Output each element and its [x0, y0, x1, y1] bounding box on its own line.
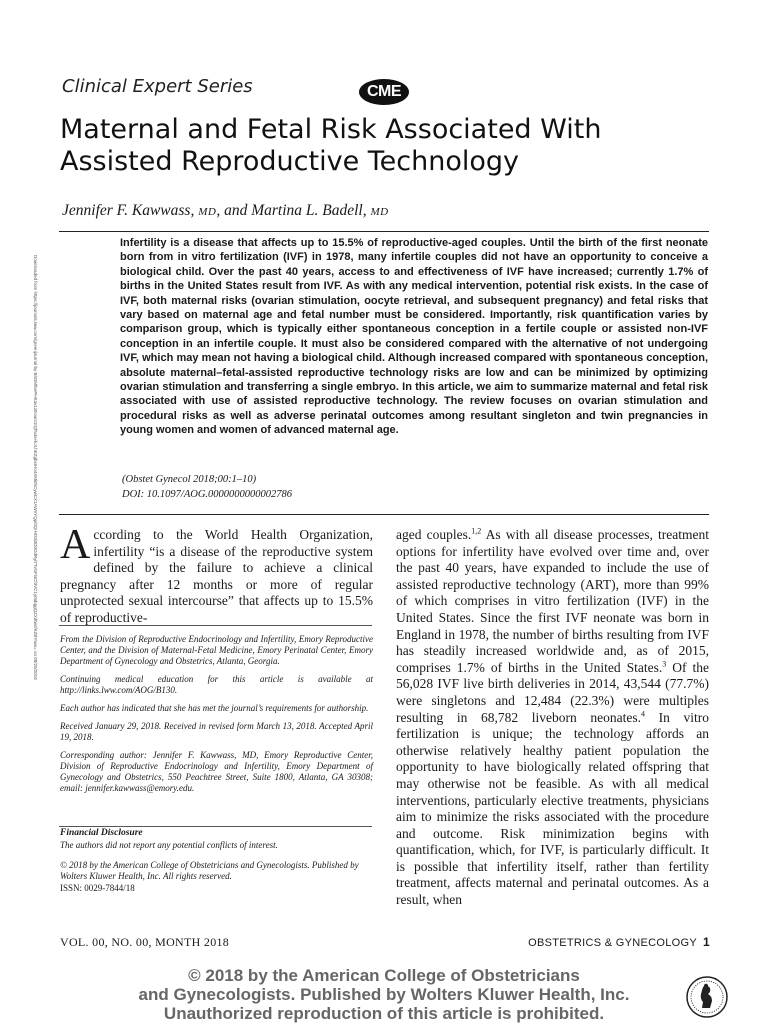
title-line-1: Maternal and Fetal Risk Associated With [60, 114, 602, 145]
footnote-rule [59, 625, 372, 626]
page-number: 1 [703, 935, 710, 949]
top-rule [59, 231, 709, 232]
financial-rule [59, 826, 372, 827]
ref-sup-3: 4 [640, 709, 645, 719]
journal-name: OBSTETRICS & GYNECOLOGY [528, 937, 698, 949]
financial-disclosure-text: The authors did not report any potential conflicts of interest. [60, 840, 278, 850]
issn: ISSN: 0029-7844/18 [60, 883, 135, 893]
footnotes [60, 634, 373, 801]
journal-footer [500, 935, 710, 949]
download-notice: Downloaded from https://journals.lww.com/greenjournal by BhDMf5ePHKav1zEoum1tQfN4a+kJLhEZgbsIHo4XMi0hCywCX1AWnYQp/IlQrHD3i3D0OdRyi7TvSFl4Cf3VC1y0abggQZXdtwnfKZBYtws= on 08/29/2018 [33, 255, 38, 680]
citation: (Obstet Gynecol 2018;00:1–10) [122, 474, 257, 485]
author-2-degree: MD [370, 206, 389, 218]
copyright-note: © 2018 by the American College of Obstetricians and Gynecologists. Published by Wolters Kluwer Health, Inc. All rights reserved. [60, 860, 359, 881]
banner-line-1: © 2018 by the American College of Obstetricians [188, 966, 580, 985]
drop-cap: A [60, 522, 91, 568]
body-right-column [396, 527, 709, 909]
author-line [62, 202, 389, 220]
affiliation-note: From the Division of Reproductive Endocrinology and Infertility, Emory Reproductive Center, and the Division of Maternal-Fetal Medicine, Emory Perinatal Center, Emory Department of Gynecology and Obstetrics, Atlanta, Georgia. [60, 634, 373, 666]
copyright-banner [40, 966, 728, 1023]
body-paragraph-1: ccording to the World Health Organization, infertility “is a disease of the reproductive system defined by the failure to achieve a clinical pregnancy after 12 months or more of regular unprotected sexual intercourse” that affects up to 15.5% of reproductive- [60, 527, 373, 625]
dates-note: Received January 29, 2018. Received in revised form March 13, 2018. Accepted April 19, 2018. [60, 721, 373, 742]
title-line-2: Assisted Reproductive Technology [60, 146, 520, 177]
cme-badge: CME [359, 79, 409, 105]
financial-disclosure-title: Financial Disclosure [60, 828, 143, 838]
authorship-note: Each author has indicated that she has met the journal’s requirements for authorship. [60, 703, 369, 713]
body-text-2: As with all disease processes, treatment options for infertility have evolved over time and, over the past 40 years, have expanded to include the use of assisted reproductive technology (ART), more than 99% of which comprises in vitro fertilization (IVF) in the United States. Since the first IVF neonate was born in England in 1978, the number of births resulting from IVF has steadily increased worldwide and, as of 2015, comprises 1.7% of births in the United States. [396, 527, 709, 675]
banner-line-3: Unauthorized reproduction of this article is prohibited. [163, 1004, 605, 1023]
download-sidebar [28, 255, 40, 815]
citation-block [122, 472, 292, 502]
body-left-column [60, 522, 373, 627]
body-text-4: In vitro fertilization is unique; the technology affords an otherwise relatively healthy patient population the opportunity to have biologically related offspring that may otherwise not be feasible. As with all medical interventions, particularly elective treatments, physicians aim to minimize the risks associated with the procedure and outcome. Risk minimization begins with quantification, which, for IVF, is particularly difficult. It is possible that infertility itself, rather than fertility treatment, affects maternal and perinatal outcomes. As a result, when [396, 709, 709, 908]
author-1-degree: MD [198, 206, 217, 218]
banner-line-2: and Gynecologists. Published by Wolters Kluwer Health, Inc. [138, 985, 630, 1004]
acog-seal-icon [685, 975, 729, 1019]
cme-note: Continuing medical education for this article is available at http://links.lww.com/AOG/B130. [60, 674, 373, 695]
issue-info: VOL. 00, NO. 00, MONTH 2018 [60, 935, 230, 949]
body-text-3: Of the 56,028 IVF live birth deliveries in 2014, 43,544 (77.7%) were singletons and 12,484 (22.3%) were multiples resulting in 68,782 liveborn neonates. [396, 659, 709, 725]
correspondence-note: Corresponding author: Jennifer F. Kawwass, MD, Emory Reproductive Center, Division of Reproductive Endocrinology and Infertility, Emory Department of Gynecology and Obstetrics, 550 Peachtree Street, Suite 1800, Atlanta, GA 30308; email: jennifer.kawwass@emory.edu. [60, 750, 373, 793]
article-title [60, 114, 720, 178]
series-label: Clinical Expert Series [62, 76, 253, 97]
doi: DOI: 10.1097/AOG.0000000000002786 [122, 489, 293, 500]
ref-sup-2: 3 [662, 659, 667, 669]
author-join: , and Martina L. Badell, [216, 202, 367, 219]
author-1: Jennifer F. Kawwass, [62, 202, 195, 219]
body-text-1: aged couples. [396, 527, 472, 542]
abstract: Infertility is a disease that affects up to 15.5% of reproductive-aged couples. Until the birth of the first neonate born from in vitro fertilization (IVF) in 1978, many infertile couples did not have an opportunity to conceive a biological child. Over the past 40 years, access to and effectiveness of IVF have increased; currently 1.7% of births in the United States result from IVF. As with any medical intervention, potential risk exists. In the case of IVF, both maternal risks (ovarian stimulation, oocyte retrieval, and subsequent pregnancy) and fetal risks that vary based on maternal age and fetal number must be considered. Importantly, risk quantification varies by comparison group, which is typically either spontaneous conception in a fertile couple or assisted non-IVF conception in an infertile couple. It must also be considered compared with the alternative of not undergoing IVF, which may mean not having a biological child. Although increased compared with spontaneous conception, absolute maternal–fetal-assisted reproductive technology risks are low and can be minimized by optimizing ovarian stimulation and transferring a single embryo. In this article, we aim to summarize maternal and fetal risk associated with use of assisted reproductive technology. The review focuses on ovarian stimulation and procedural risks as well as adverse perinatal outcomes among resultant singleton and twin pregnancies in young women and women of advanced maternal age. [120, 237, 708, 437]
abstract-rule [59, 514, 709, 515]
ref-sup-1: 1,2 [471, 526, 482, 536]
